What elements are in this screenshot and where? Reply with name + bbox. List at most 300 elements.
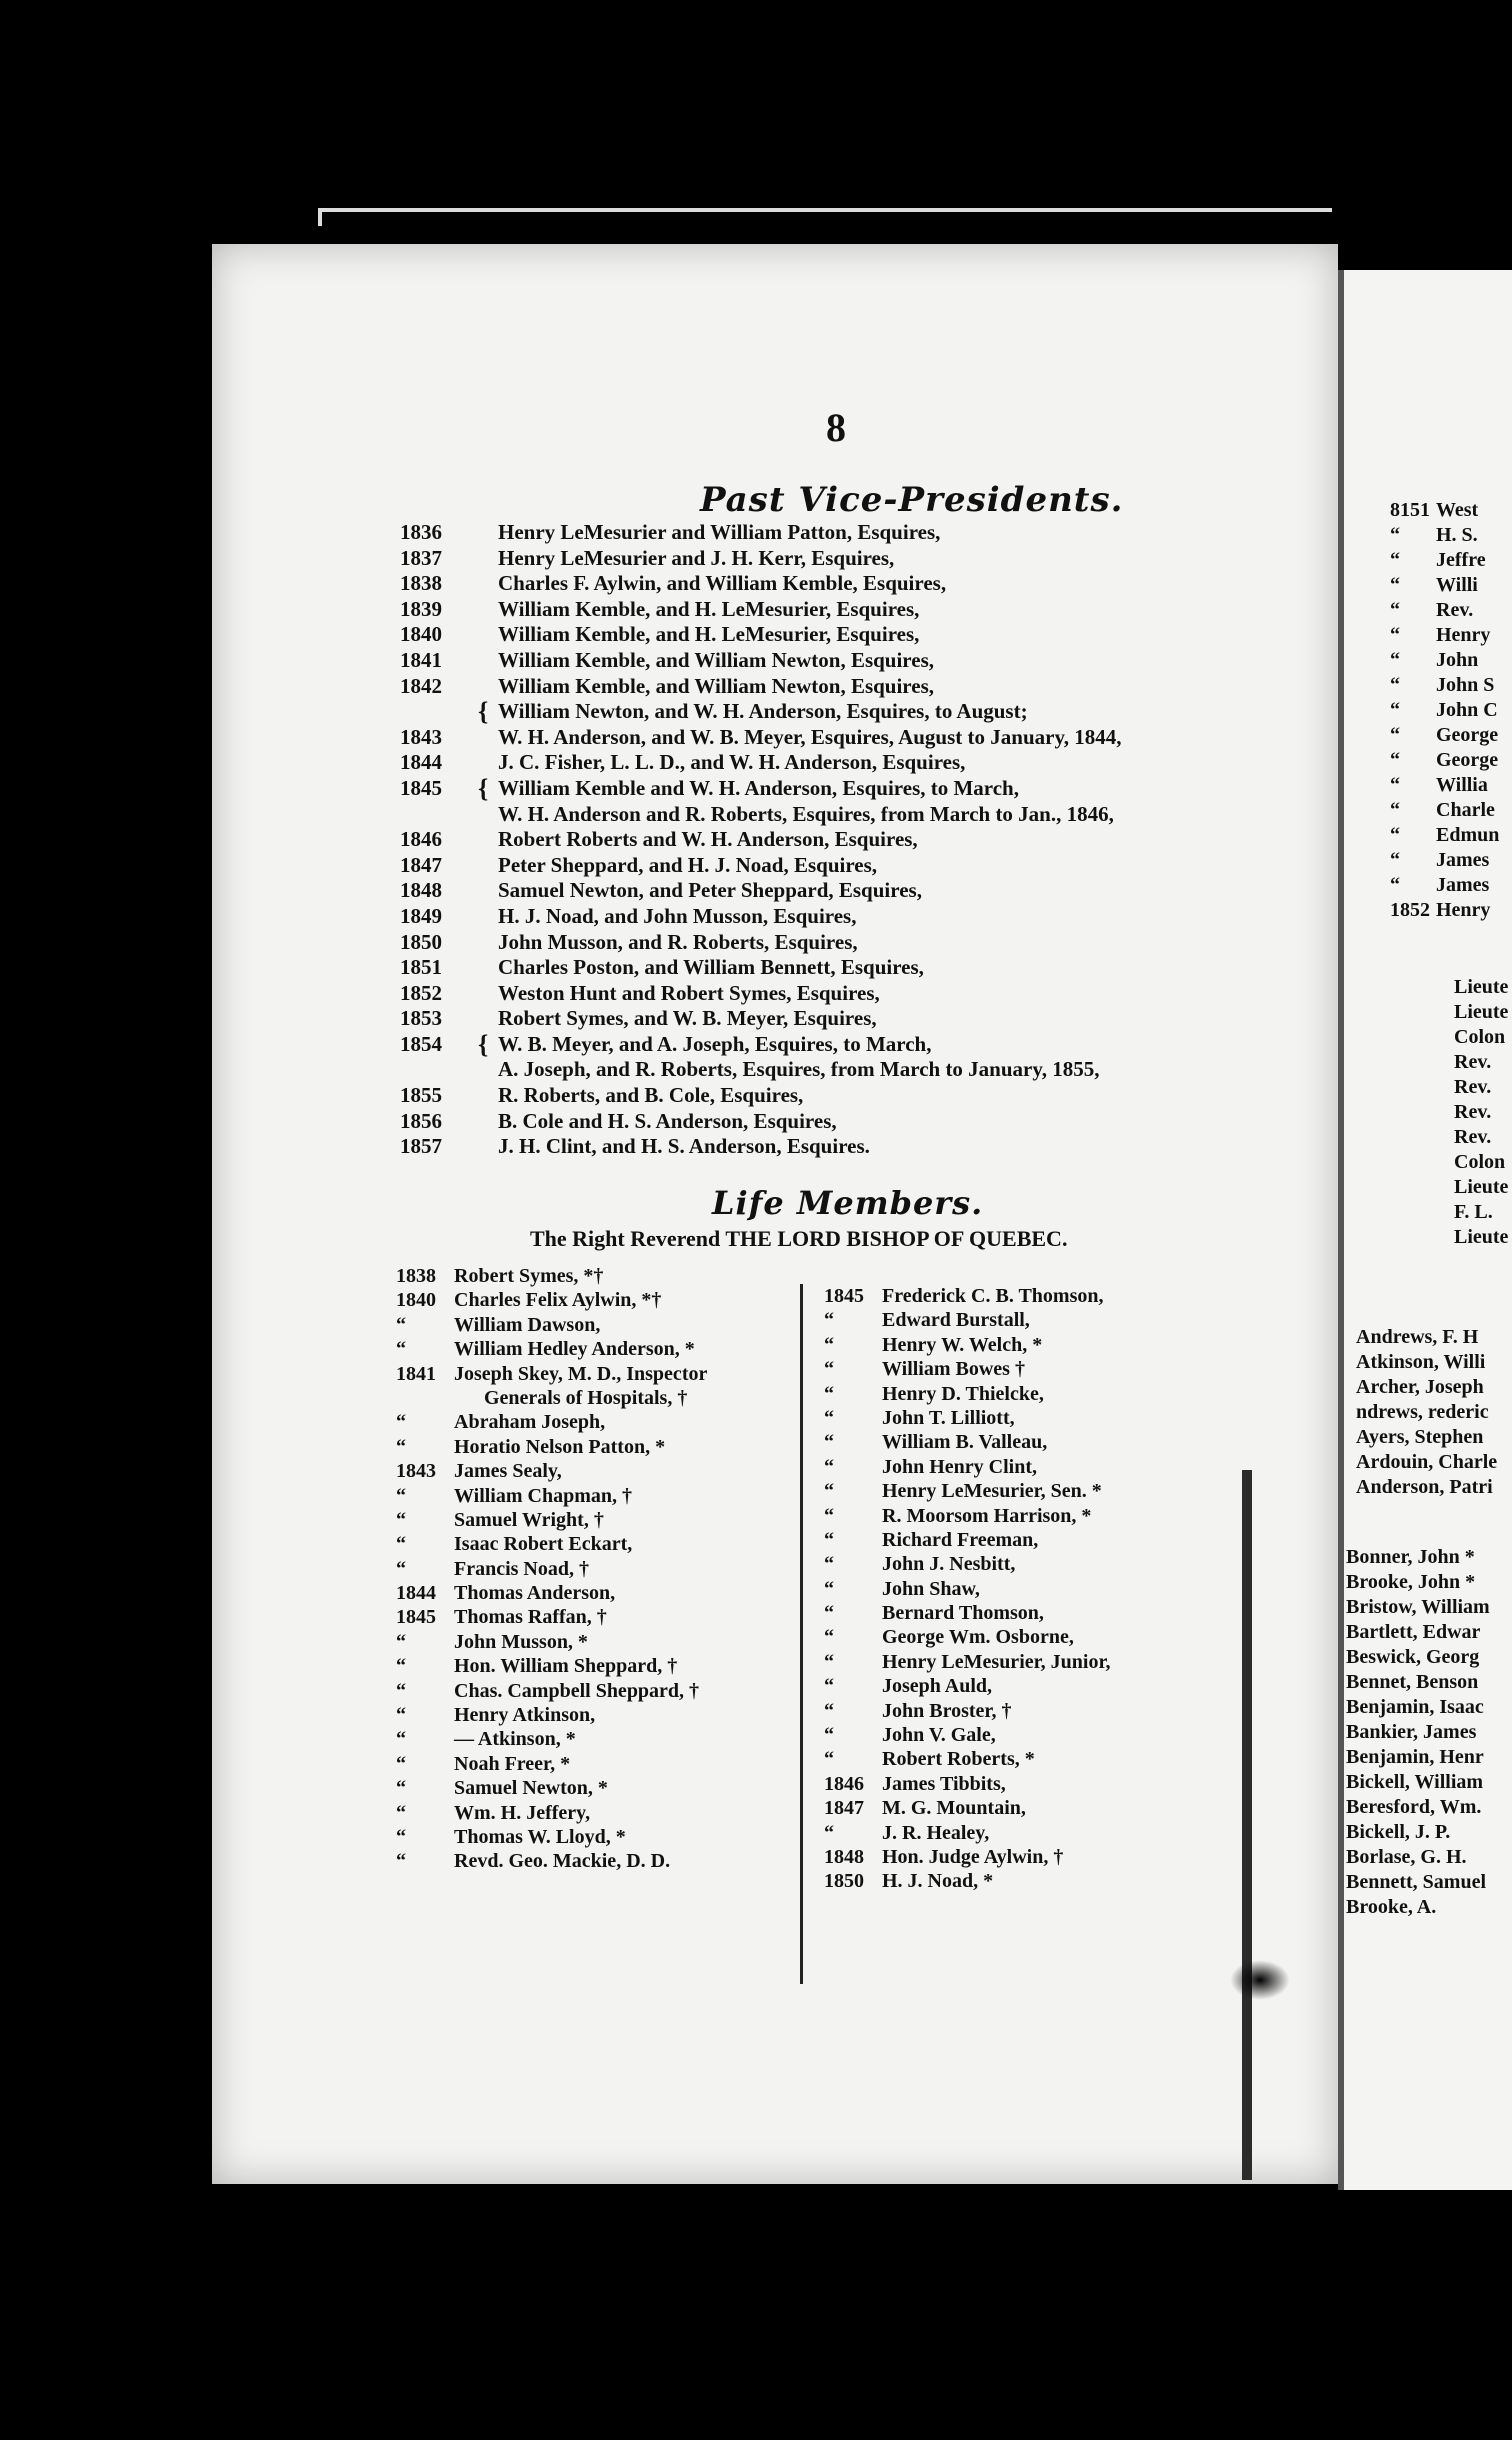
life-member-row xyxy=(396,1630,766,1654)
vice-president-year xyxy=(400,699,478,725)
vice-president-brace xyxy=(478,1006,498,1032)
life-member-name: Henry D. Thielcke, xyxy=(882,1382,1044,1405)
right-page-row xyxy=(1390,548,1512,573)
vice-president-names: Robert Roberts and W. H. Anderson, Esquires, xyxy=(498,827,918,852)
right-page-name: James xyxy=(1436,849,1490,871)
vice-president-names: William Kemble, and William Newton, Esquires, xyxy=(498,673,934,698)
life-member-row xyxy=(824,1357,1194,1381)
right-page-name-b: Beresford, Wm. xyxy=(1346,1796,1482,1818)
life-member-row xyxy=(824,1723,1194,1747)
life-member-row xyxy=(396,1459,766,1483)
vice-president-brace xyxy=(478,802,498,828)
vice-president-names: Peter Sheppard, and H. J. Noad, Esquires, xyxy=(498,852,878,877)
vice-president-brace: { xyxy=(478,697,489,727)
life-member-year: 1845 xyxy=(396,1606,436,1629)
life-member-name: R. Moorsom Harrison, * xyxy=(882,1504,1092,1527)
life-member-year: 1843 xyxy=(396,1460,436,1483)
vice-president-row xyxy=(400,827,1250,853)
life-member-row xyxy=(396,1557,766,1581)
life-member-name: John V. Gale, xyxy=(882,1724,996,1747)
right-page-row xyxy=(1390,798,1512,823)
life-member-year: “ xyxy=(396,1679,406,1702)
life-member-row xyxy=(824,1552,1194,1576)
vice-president-row xyxy=(400,674,1250,700)
right-page-name-a: Andrews, F. H xyxy=(1356,1326,1479,1348)
vice-president-names: Weston Hunt and Robert Symes, Esquires, xyxy=(498,980,880,1005)
vice-president-names: Samuel Newton, and Peter Sheppard, Esquires, xyxy=(498,878,922,903)
life-member-year: “ xyxy=(396,1533,406,1556)
right-page-year: 1852 xyxy=(1390,899,1430,921)
life-member-year: “ xyxy=(824,1382,834,1405)
right-page-year: “ xyxy=(1390,624,1400,646)
life-member-row xyxy=(396,1605,766,1629)
vice-president-row xyxy=(400,930,1250,956)
vice-president-brace xyxy=(478,750,498,776)
vice-president-brace: { xyxy=(478,773,489,803)
right-page-year: “ xyxy=(1390,799,1400,821)
right-page-row xyxy=(1390,698,1512,723)
life-member-name: John J. Nesbitt, xyxy=(882,1553,1016,1576)
column-divider xyxy=(800,1284,803,1984)
life-member-row xyxy=(396,1386,766,1410)
right-page-name: H. S. xyxy=(1436,524,1478,546)
vice-president-year: 1850 xyxy=(400,929,442,954)
life-member-year: “ xyxy=(824,1626,834,1649)
right-page-year: “ xyxy=(1390,649,1400,671)
page-number: 8 xyxy=(826,405,846,450)
vice-president-names: Robert Symes, and W. B. Meyer, Esquires, xyxy=(498,1006,877,1031)
right-page-year: “ xyxy=(1390,749,1400,771)
vice-president-brace xyxy=(478,725,498,751)
life-member-name: James Tibbits, xyxy=(882,1772,1006,1795)
vice-president-year: 1852 xyxy=(400,980,442,1005)
vice-president-row xyxy=(400,955,1250,981)
vice-president-year xyxy=(400,802,478,828)
life-member-year: “ xyxy=(824,1821,834,1844)
life-member-row xyxy=(824,1821,1194,1845)
right-page-name: Willi xyxy=(1436,574,1478,596)
right-page-row xyxy=(1390,723,1512,748)
vice-president-row xyxy=(400,571,1250,597)
vice-president-year: 1839 xyxy=(400,596,442,621)
life-member-name: Joseph Skey, M. D., Inspector xyxy=(454,1362,708,1385)
life-member-year: 1846 xyxy=(824,1772,864,1795)
right-page-officer: Lieute xyxy=(1454,976,1509,998)
vice-president-names: Henry LeMesurier and William Patton, Esquires, xyxy=(498,520,941,544)
life-member-year: “ xyxy=(396,1801,406,1824)
ink-smudge xyxy=(1230,1960,1290,2000)
right-page-name-a: Atkinson, Willi xyxy=(1356,1351,1486,1373)
life-member-name: J. R. Healey, xyxy=(882,1821,990,1844)
right-page-row xyxy=(1390,573,1512,598)
vice-president-names: A. Joseph, and R. Roberts, Esquires, from March to January, 1855, xyxy=(498,1057,1100,1082)
life-member-row xyxy=(824,1430,1194,1454)
life-member-name: Henry LeMesurier, Junior, xyxy=(882,1650,1111,1673)
page-edge xyxy=(318,208,1332,226)
life-member-year xyxy=(396,1386,454,1410)
vice-president-row xyxy=(400,1057,1250,1083)
right-page-name: John S xyxy=(1436,674,1495,696)
right-page-name-b: Bristow, William xyxy=(1346,1596,1490,1618)
vice-president-names: William Kemble, and William Newton, Esquires, xyxy=(498,647,934,672)
life-member-row xyxy=(824,1308,1194,1332)
life-member-year: “ xyxy=(824,1431,834,1454)
right-page-row xyxy=(1390,498,1512,523)
life-member-row xyxy=(824,1601,1194,1625)
life-member-row xyxy=(824,1772,1194,1796)
vice-president-names: W. H. Anderson and R. Roberts, Esquires, from March to Jan., 1846, xyxy=(498,801,1114,826)
vice-president-row xyxy=(400,725,1250,751)
life-member-name: Frederick C. B. Thomson, xyxy=(882,1285,1104,1307)
right-page-name: Rev. xyxy=(1436,599,1474,621)
life-member-row xyxy=(396,1484,766,1508)
life-member-year: “ xyxy=(396,1508,406,1531)
life-member-row xyxy=(396,1679,766,1703)
right-page-officer: Rev. xyxy=(1454,1126,1492,1148)
life-member-row xyxy=(824,1699,1194,1723)
life-member-row xyxy=(396,1727,766,1751)
vice-president-year: 1857 xyxy=(400,1134,442,1159)
life-member-name: Samuel Wright, † xyxy=(454,1508,604,1531)
life-member-row xyxy=(824,1284,1194,1308)
right-page-name-a: ndrews, rederic xyxy=(1356,1401,1489,1423)
vice-president-year: 1845 xyxy=(400,775,442,800)
vice-president-brace xyxy=(478,878,498,904)
vice-president-row xyxy=(400,546,1250,572)
vice-president-row xyxy=(400,1134,1250,1160)
right-page-row xyxy=(1390,898,1512,923)
life-members-left-column xyxy=(396,1264,766,1874)
vice-president-year: 1841 xyxy=(400,647,442,672)
vice-president-names: H. J. Noad, and John Musson, Esquires, xyxy=(498,903,857,928)
life-member-name: John T. Lilliott, xyxy=(882,1406,1015,1429)
vice-president-brace xyxy=(478,955,498,981)
vice-president-brace xyxy=(478,981,498,1007)
vice-presidents-list xyxy=(400,520,1250,1160)
vice-president-names: J. C. Fisher, L. L. D., and W. H. Anderson, Esquires, xyxy=(498,750,966,775)
life-member-name: Generals of Hospitals, † xyxy=(484,1386,688,1409)
right-page-name-b: Beswick, Georg xyxy=(1346,1646,1480,1668)
vice-president-names: William Kemble, and H. LeMesurier, Esquires, xyxy=(498,622,920,647)
life-member-row xyxy=(824,1528,1194,1552)
right-page-officer: Colon xyxy=(1454,1026,1506,1048)
vice-president-row xyxy=(400,981,1250,1007)
right-page-name-a: Ayers, Stephen xyxy=(1356,1426,1484,1448)
right-page-row xyxy=(1390,623,1512,648)
vice-president-brace xyxy=(478,597,498,623)
vice-president-year: 1854 xyxy=(400,1031,442,1056)
life-member-name: Bernard Thomson, xyxy=(882,1602,1044,1625)
vice-president-brace xyxy=(478,904,498,930)
vice-president-names: Henry LeMesurier and J. H. Kerr, Esquires, xyxy=(498,545,895,570)
life-member-row xyxy=(824,1845,1194,1869)
right-page-officer: Lieute xyxy=(1454,1176,1509,1198)
life-member-row xyxy=(396,1337,766,1361)
right-page-name-b: Bankier, James xyxy=(1346,1721,1477,1743)
right-page-name: Edmun xyxy=(1436,824,1500,846)
right-page-name: James xyxy=(1436,874,1490,896)
life-member-row xyxy=(824,1577,1194,1601)
right-page-officer: Rev. xyxy=(1454,1051,1492,1073)
vice-president-names: John Musson, and R. Roberts, Esquires, xyxy=(498,929,858,954)
life-member-year: “ xyxy=(396,1557,406,1580)
right-page-name-a: Anderson, Patri xyxy=(1356,1476,1493,1498)
life-member-name: Francis Noad, † xyxy=(454,1557,589,1580)
life-member-year: “ xyxy=(396,1484,406,1507)
life-member-name: Henry Atkinson, xyxy=(454,1704,596,1727)
life-member-name: Thomas Anderson, xyxy=(454,1582,616,1605)
vice-president-names: Charles Poston, and William Bennett, Esquires, xyxy=(498,955,924,980)
vice-president-brace: { xyxy=(478,1029,489,1059)
vice-president-brace xyxy=(478,571,498,597)
vice-president-row xyxy=(400,773,1250,803)
right-page-name-b: Bickell, William xyxy=(1346,1771,1484,1793)
right-page-row xyxy=(1390,748,1512,773)
right-page-name-b: Bennet, Benson xyxy=(1346,1671,1479,1693)
life-member-name: Richard Freeman, xyxy=(882,1528,1039,1551)
life-member-year: 1838 xyxy=(396,1265,436,1287)
life-member-year: “ xyxy=(824,1333,834,1356)
vice-president-brace xyxy=(478,853,498,879)
vice-president-row xyxy=(400,520,1250,546)
vice-president-row xyxy=(400,648,1250,674)
life-member-year: “ xyxy=(824,1455,834,1478)
right-page-officers xyxy=(1454,975,1512,1250)
life-member-year: 1844 xyxy=(396,1582,436,1605)
life-member-name: Henry LeMesurier, Sen. * xyxy=(882,1480,1102,1503)
life-member-name: William Dawson, xyxy=(454,1313,601,1336)
right-page-year: “ xyxy=(1390,724,1400,746)
life-member-name: William Chapman, † xyxy=(454,1484,632,1507)
life-members-heading: Life Members. xyxy=(712,1184,984,1222)
life-members-subheading: The Right Reverend THE LORD BISHOP OF QUEBEC. xyxy=(530,1226,1068,1251)
vice-president-year: 1843 xyxy=(400,724,442,749)
vice-president-names: W. H. Anderson, and W. B. Meyer, Esquires, August to January, 1844, xyxy=(498,724,1122,749)
life-member-year: 1847 xyxy=(824,1797,864,1820)
right-page-year: “ xyxy=(1390,599,1400,621)
right-page-name-b: Bennett, Samuel xyxy=(1346,1871,1486,1893)
life-member-name: George Wm. Osborne, xyxy=(882,1626,1074,1649)
right-page-names-a xyxy=(1356,1325,1512,1500)
life-member-year: “ xyxy=(396,1825,406,1848)
life-member-name: Isaac Robert Eckart, xyxy=(454,1533,633,1556)
life-member-name: Charles Felix Aylwin, *† xyxy=(454,1289,662,1312)
life-member-year: “ xyxy=(396,1752,406,1775)
right-page-name: Henry xyxy=(1436,899,1491,921)
vice-president-row xyxy=(400,904,1250,930)
life-member-row xyxy=(824,1455,1194,1479)
life-member-name: William Bowes † xyxy=(882,1358,1025,1381)
life-member-row xyxy=(396,1703,766,1727)
vice-president-year: 1838 xyxy=(400,571,442,596)
vice-president-row xyxy=(400,1006,1250,1032)
right-page-name-b: Bartlett, Edwar xyxy=(1346,1621,1481,1643)
life-members-right-column xyxy=(824,1284,1194,1894)
life-member-name: John Henry Clint, xyxy=(882,1455,1038,1478)
life-member-name: Samuel Newton, * xyxy=(454,1777,608,1800)
life-member-row xyxy=(824,1747,1194,1771)
life-member-row xyxy=(824,1796,1194,1820)
right-page-year: “ xyxy=(1390,874,1400,896)
life-member-year: “ xyxy=(396,1630,406,1653)
right-page-name: John C xyxy=(1436,699,1498,721)
vice-president-brace xyxy=(478,674,498,700)
life-member-year: “ xyxy=(396,1850,406,1873)
life-member-year: “ xyxy=(824,1309,834,1332)
vice-president-year: 1849 xyxy=(400,903,442,928)
life-member-name: Noah Freer, * xyxy=(454,1752,571,1775)
life-member-row xyxy=(824,1625,1194,1649)
right-page-row xyxy=(1390,773,1512,798)
vice-president-year: 1851 xyxy=(400,955,442,980)
life-member-year: “ xyxy=(396,1338,406,1361)
right-page-name-b: Bickell, J. P. xyxy=(1346,1821,1451,1843)
right-page-name: Willia xyxy=(1436,774,1488,796)
right-page-name-b: Brooke, John * xyxy=(1346,1571,1476,1593)
life-member-year: 1850 xyxy=(824,1870,864,1893)
right-page-officer: Lieute xyxy=(1454,1226,1509,1248)
life-member-name: James Sealy, xyxy=(454,1460,562,1483)
life-member-name: Robert Symes, *† xyxy=(454,1265,604,1287)
vice-president-brace xyxy=(478,1109,498,1135)
life-member-name: Abraham Joseph, xyxy=(454,1411,606,1434)
life-member-year: “ xyxy=(824,1528,834,1551)
vice-president-names: William Kemble, and H. LeMesurier, Esquires, xyxy=(498,596,920,621)
life-member-year: “ xyxy=(824,1406,834,1429)
right-page-name: West xyxy=(1436,499,1479,521)
vice-president-brace xyxy=(478,930,498,956)
right-page-name: Charle xyxy=(1436,799,1495,821)
life-member-row xyxy=(396,1654,766,1678)
life-member-row xyxy=(396,1752,766,1776)
vice-president-brace xyxy=(478,648,498,674)
vice-president-names: William Newton, and W. H. Anderson, Esquires, to August; xyxy=(498,699,1028,724)
life-member-year: “ xyxy=(396,1313,406,1336)
life-member-name: — Atkinson, * xyxy=(454,1728,576,1751)
vice-president-names: R. Roberts, and B. Cole, Esquires, xyxy=(498,1083,804,1108)
life-member-year: “ xyxy=(824,1699,834,1722)
life-member-name: John Broster, † xyxy=(882,1699,1012,1722)
life-member-year: “ xyxy=(396,1655,406,1678)
right-page-name: Henry xyxy=(1436,624,1491,646)
right-page-year: “ xyxy=(1390,699,1400,721)
life-member-row xyxy=(824,1650,1194,1674)
life-member-row xyxy=(396,1849,766,1873)
right-page-officer: Lieute xyxy=(1454,1001,1509,1023)
life-member-year: “ xyxy=(396,1704,406,1727)
right-page-row xyxy=(1390,873,1512,898)
right-page-name: John xyxy=(1436,649,1479,671)
life-member-name: William Hedley Anderson, * xyxy=(454,1338,695,1361)
life-member-name: Thomas Raffan, † xyxy=(454,1606,607,1629)
vice-president-year: 1856 xyxy=(400,1108,442,1133)
vice-president-year: 1847 xyxy=(400,852,442,877)
vice-president-brace xyxy=(478,827,498,853)
life-member-row xyxy=(396,1435,766,1459)
life-member-year: 1840 xyxy=(396,1289,436,1312)
right-page-row xyxy=(1390,598,1512,623)
right-page-row xyxy=(1390,848,1512,873)
life-member-name: Edward Burstall, xyxy=(882,1309,1030,1332)
vice-president-brace xyxy=(478,622,498,648)
life-member-row xyxy=(396,1508,766,1532)
right-page-name-b: Benjamin, Henr xyxy=(1346,1746,1484,1768)
life-member-year: “ xyxy=(824,1358,834,1381)
right-page-name: George xyxy=(1436,724,1499,746)
vice-president-names: J. H. Clint, and H. S. Anderson, Esquires. xyxy=(498,1134,870,1159)
right-page-year: 8151 xyxy=(1390,499,1430,521)
right-page-year: “ xyxy=(1390,549,1400,571)
vice-president-names: Charles F. Aylwin, and William Kemble, Esquires, xyxy=(498,571,947,596)
vice-president-names: B. Cole and H. S. Anderson, Esquires, xyxy=(498,1108,837,1133)
life-member-year: “ xyxy=(824,1577,834,1600)
life-member-year: “ xyxy=(396,1777,406,1800)
life-member-year: “ xyxy=(824,1650,834,1673)
life-member-name: Henry W. Welch, * xyxy=(882,1333,1043,1356)
right-page-officer: Colon xyxy=(1454,1151,1506,1173)
life-member-year: “ xyxy=(396,1728,406,1751)
right-page-row xyxy=(1390,523,1512,548)
vice-president-row xyxy=(400,1029,1250,1059)
right-page-name-b: Borlase, G. H. xyxy=(1346,1846,1467,1868)
life-member-row xyxy=(824,1333,1194,1357)
right-page-name-b: Bonner, John * xyxy=(1346,1546,1475,1568)
vice-president-brace xyxy=(478,1083,498,1109)
life-member-name: Joseph Auld, xyxy=(882,1675,993,1698)
life-member-row xyxy=(824,1504,1194,1528)
page-gutter xyxy=(1242,1470,1252,2180)
right-page-year: “ xyxy=(1390,824,1400,846)
life-member-year: “ xyxy=(824,1504,834,1527)
life-member-row xyxy=(396,1825,766,1849)
right-page-name: Jeffre xyxy=(1436,549,1486,571)
life-member-year: “ xyxy=(824,1602,834,1625)
right-page-year: “ xyxy=(1390,524,1400,546)
right-page-row xyxy=(1390,673,1512,698)
vice-president-year: 1842 xyxy=(400,673,442,698)
right-page-year: “ xyxy=(1390,849,1400,871)
life-member-row xyxy=(824,1382,1194,1406)
vice-president-row xyxy=(400,597,1250,623)
life-member-row xyxy=(396,1581,766,1605)
vice-president-names: William Kemble and W. H. Anderson, Esquires, to March, xyxy=(498,775,1019,800)
vice-president-year: 1848 xyxy=(400,878,442,903)
life-member-year: “ xyxy=(824,1675,834,1698)
right-page-name-a: Ardouin, Charle xyxy=(1356,1451,1498,1473)
right-page-officer: Rev. xyxy=(1454,1101,1492,1123)
life-member-year: 1848 xyxy=(824,1845,864,1868)
life-member-year: “ xyxy=(396,1411,406,1434)
life-member-name: M. G. Mountain, xyxy=(882,1797,1026,1820)
life-member-year: “ xyxy=(824,1480,834,1503)
life-member-name: Revd. Geo. Mackie, D. D. xyxy=(454,1850,671,1873)
vice-president-row xyxy=(400,802,1250,828)
vice-president-year: 1853 xyxy=(400,1006,442,1031)
vice-president-names: W. B. Meyer, and A. Joseph, Esquires, to March, xyxy=(498,1031,932,1056)
life-member-name: John Musson, * xyxy=(454,1630,588,1653)
vice-president-year: 1846 xyxy=(400,827,442,852)
right-page-row xyxy=(1390,648,1512,673)
vice-president-row xyxy=(400,853,1250,879)
life-member-row xyxy=(396,1410,766,1434)
vice-president-brace xyxy=(478,520,498,546)
vice-presidents-heading: Past Vice-Presidents. xyxy=(700,480,1124,520)
right-page-row xyxy=(1390,823,1512,848)
life-member-row xyxy=(396,1362,766,1386)
right-page-name-a: Archer, Joseph xyxy=(1356,1376,1484,1398)
vice-president-brace xyxy=(478,546,498,572)
life-member-row xyxy=(824,1406,1194,1430)
